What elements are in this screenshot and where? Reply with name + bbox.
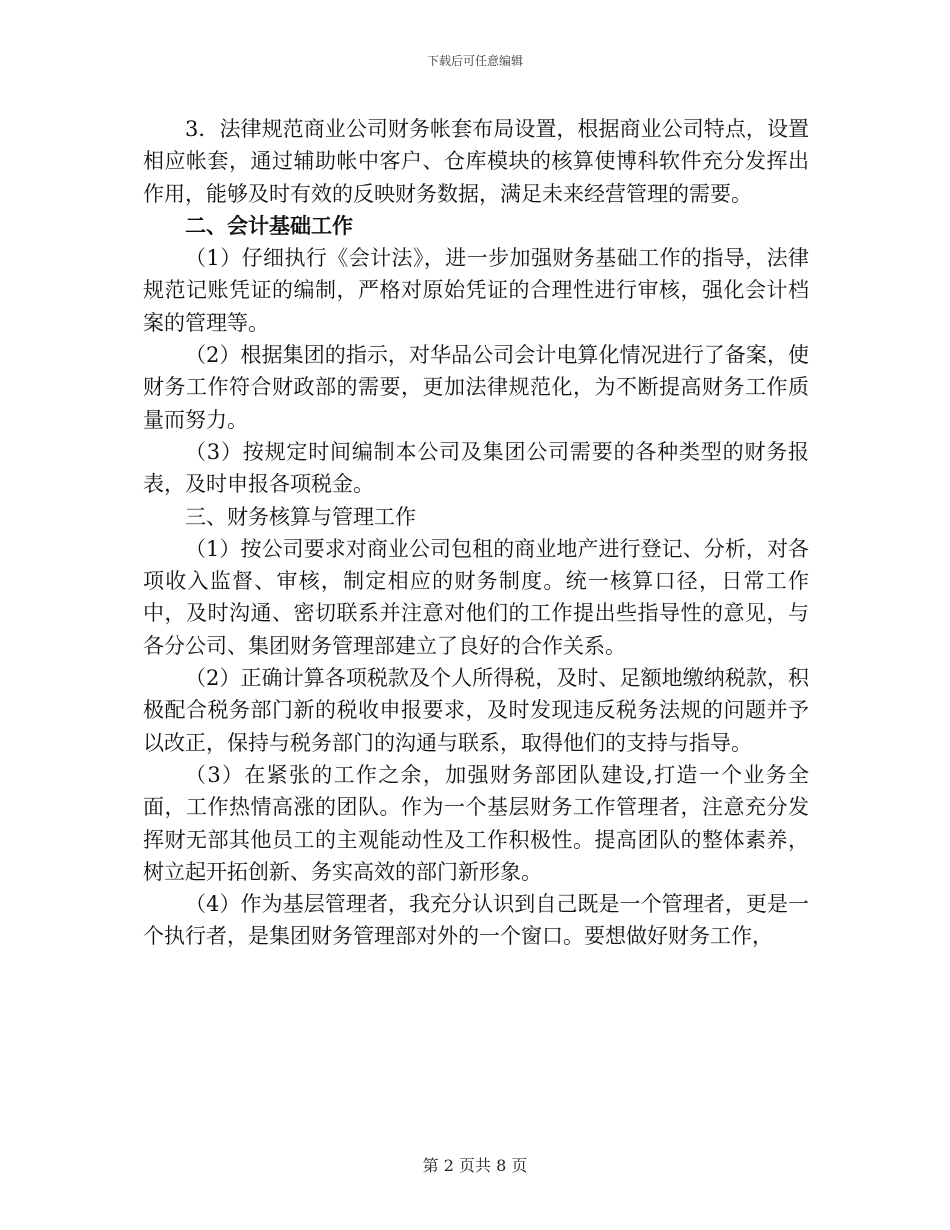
paragraph-grassroots-manager: （4）作为基层管理者，我充分认识到自己既是一个管理者，更是一个执行者，是集团财务管理部对外的一个窗口。要想做好财务工作， — [143, 892, 809, 949]
paragraph-ledger-setup: 3．法律规范商业公司财务帐套布局设置，根据商业公司特点，设置相应帐套，通过辅助帐中客户、仓库模块的核算使博科软件充分发挥出作用，能够及时有效的反映财务数据，满足未来经营管理的需要。 — [143, 117, 809, 206]
paragraph-commercial-property: （1）按公司要求对商业公司包租的商业地产进行登记、分析，对各项收入监督、审核，制定相应的财务制度。统一核算口径，日常工作中，及时沟通、密切联系并注意对他们的工作提出些指导性的意见，与各分公司、集团财务管理部建立了良好的合作关系。 — [143, 536, 809, 658]
page-header: 下载后可任意编辑 — [426, 54, 523, 68]
document-body — [143, 113, 809, 953]
page-number: 第 2 页共 8 页 — [422, 1156, 528, 1175]
paragraph-team-building: （3）在紧张的工作之余，加强财务部团队建设,打造一个业务全面，工作热情高涨的团队。作为一个基层财务工作管理者，注意充分发挥财无部其他员工的主观能动性及工作积极性。提高团队的整体素养，树立起开拓创新、务实高效的部门新形象。 — [143, 762, 809, 884]
section-heading-accounting-basics: 二、会计基础工作 — [185, 212, 353, 238]
section-heading-accounting-management: 三、财务核算与管理工作 — [185, 504, 416, 529]
paragraph-tax-calculation: （2）正确计算各项税款及个人所得税，及时、足额地缴纳税款，积极配合税务部门新的税收申报要求，及时发现违反税务法规的问题并予以改正，保持与税务部门的沟通与联系，取得他们的支持与指导。 — [143, 666, 809, 755]
paragraph-accounting-law: （1）仔细执行《会计法》，进一步加强财务基础工作的指导，法律规范记账凭证的编制，严格对原始凭证的合理性进行审核，强化会计档案的管理等。 — [143, 246, 809, 335]
paragraph-computerization-filing: （2）根据集团的指示，对华品公司会计电算化情况进行了备案，使财务工作符合财政部的需要，更加法律规范化，为不断提高财务工作质量而努力。 — [143, 343, 809, 432]
paragraph-financial-reports: （3）按规定时间编制本公司及集团公司需要的各种类型的财务报表，及时申报各项税金。 — [143, 439, 809, 497]
